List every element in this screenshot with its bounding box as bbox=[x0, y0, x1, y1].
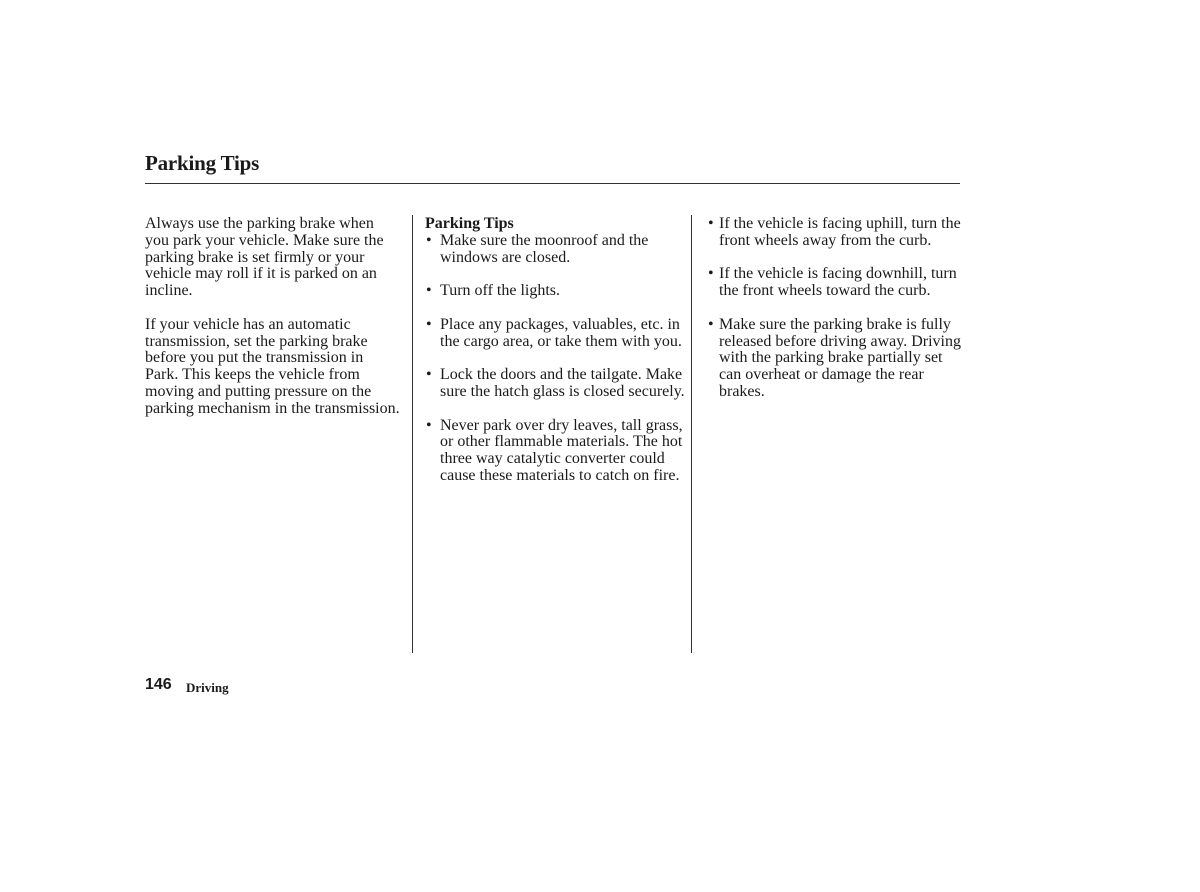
bullet-icon: • bbox=[426, 282, 432, 300]
bullet-icon: • bbox=[426, 416, 432, 434]
bullet-icon: • bbox=[426, 315, 432, 333]
bullet-icon: • bbox=[708, 215, 714, 232]
column-divider-right bbox=[691, 215, 692, 653]
section-name: Driving bbox=[186, 680, 229, 695]
bullet-icon: • bbox=[708, 265, 714, 283]
parking-tips-subheading: Parking Tips bbox=[425, 215, 514, 232]
list-item-text: If the vehicle is facing downhill, turn the front wheels toward the curb. bbox=[719, 265, 957, 300]
column-2 bbox=[425, 216, 687, 502]
page-number: 146 bbox=[145, 676, 172, 693]
list-item bbox=[425, 367, 687, 401]
column-divider-left bbox=[412, 215, 413, 653]
paragraph-parking-brake: Always use the parking brake when you park your vehicle. Make sure the parking brake is set firmly or your vehicle may roll if it is parked on an incline. bbox=[145, 215, 384, 300]
paragraph-automatic-transmission: If your vehicle has an automatic transmission, set the parking brake before you put the transmission in Park. This keeps the vehicle from moving and putting pressure on the parking mechanism in the transmission. bbox=[145, 315, 400, 417]
list-item-text: Make sure the moonroof and the windows are closed. bbox=[440, 231, 649, 266]
list-item bbox=[425, 418, 687, 485]
list-item bbox=[707, 266, 965, 300]
column-3 bbox=[707, 216, 965, 418]
list-item bbox=[425, 283, 687, 300]
list-item bbox=[707, 317, 965, 401]
title-rule bbox=[145, 183, 960, 184]
list-item bbox=[425, 233, 687, 267]
list-item bbox=[425, 317, 687, 351]
list-item-text: Place any packages, valuables, etc. in the cargo area, or take them with you. bbox=[440, 315, 682, 350]
bullet-icon: • bbox=[708, 315, 714, 333]
list-item-text: Make sure the parking brake is fully released before driving away. Driving with the parking brake partially set can overheat or damage the rear brakes. bbox=[719, 315, 961, 400]
bullet-icon: • bbox=[426, 231, 432, 249]
list-item-text: If the vehicle is facing uphill, turn the front wheels away from the curb. bbox=[719, 215, 961, 249]
page-title: Parking Tips bbox=[145, 151, 260, 175]
list-item bbox=[707, 216, 965, 250]
parking-tips-list bbox=[425, 233, 687, 485]
column-1 bbox=[145, 216, 400, 434]
list-item-text: Lock the doors and the tailgate. Make sure the hatch glass is closed securely. bbox=[440, 366, 685, 400]
list-item-text: Turn off the lights. bbox=[440, 282, 561, 300]
list-item-text: Never park over dry leaves, tall grass, or other flammable materials. The hot three way catalytic converter could cause these materials to catch on fire. bbox=[440, 416, 683, 484]
wheel-and-brake-tips-list bbox=[707, 216, 965, 401]
bullet-icon: • bbox=[426, 366, 432, 384]
